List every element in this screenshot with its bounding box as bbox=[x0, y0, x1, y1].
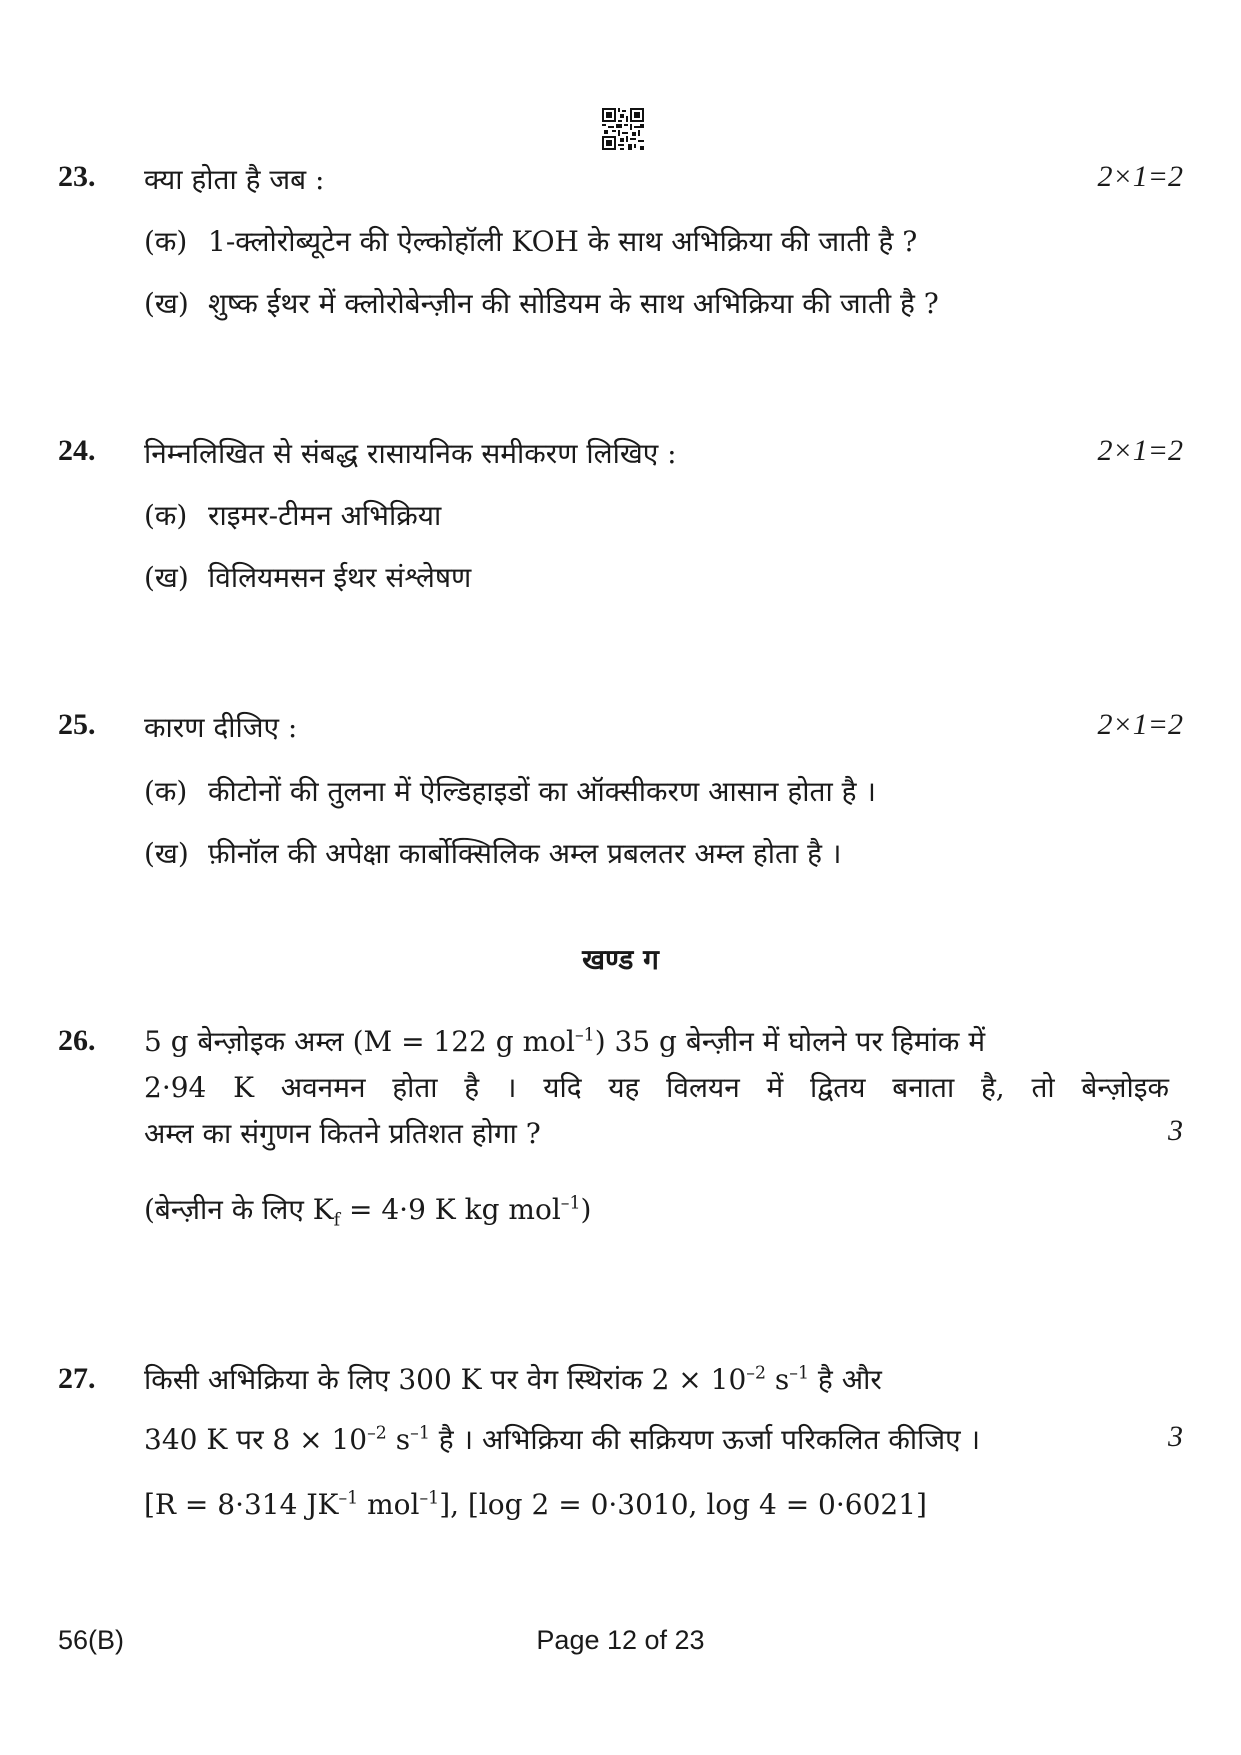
superscript: –1 bbox=[574, 1025, 595, 1046]
question-line-2: 2·94 K अवनमन होता है । यदि यह विलयन में द्वितय बनाता है, तो बेन्ज़ोइक bbox=[144, 1071, 1169, 1104]
question-number: 27. bbox=[58, 1362, 96, 1395]
question-line-1 bbox=[144, 1360, 882, 1398]
note-text: (बेन्ज़ीन के लिए K bbox=[144, 1193, 334, 1226]
question-text: 340 K पर 8 × 10 bbox=[144, 1423, 368, 1456]
sub-question-b bbox=[144, 834, 841, 872]
superscript: –1 bbox=[560, 1193, 581, 1214]
subscript: f bbox=[333, 1210, 341, 1231]
question-text: ) 35 g बेन्ज़ीन में घोलने पर हिमांक में bbox=[594, 1025, 986, 1058]
question-marks: 2×1=2 bbox=[1097, 434, 1183, 467]
question-text: है । अभिक्रिया की सक्रियण ऊर्जा परिकलित कीजिए । bbox=[429, 1423, 981, 1456]
sub-question-label: (ख) bbox=[144, 837, 189, 870]
footer-code: 56(B) bbox=[58, 1625, 125, 1655]
note-text: = 4·9 K kg mol bbox=[340, 1193, 561, 1226]
sub-question-label: (क) bbox=[144, 225, 188, 258]
qr-code bbox=[602, 108, 644, 150]
sub-question-label: (क) bbox=[144, 775, 188, 808]
sub-question-text: राइमर-टीमन अभिक्रिया bbox=[208, 499, 442, 532]
question-stem: निम्नलिखित से संबद्ध रासायनिक समीकरण लिखिए : bbox=[144, 437, 677, 470]
superscript: –2 bbox=[367, 1423, 387, 1444]
footer-page-number: Page 12 of 23 bbox=[536, 1625, 705, 1655]
question-marks: 2×1=2 bbox=[1097, 708, 1183, 741]
sub-question-text: 1-क्लोरोब्यूटेन की ऐल्कोहॉली KOH के साथ अभिक्रिया की जाती है ? bbox=[208, 225, 918, 258]
sub-question-label: (क) bbox=[144, 499, 188, 532]
question-text: s bbox=[386, 1423, 411, 1456]
question-text: 5 g बेन्ज़ोइक अम्ल (M = 122 g mol bbox=[144, 1025, 575, 1058]
superscript: –1 bbox=[419, 1488, 440, 1509]
data-text: [R = 8·314 JK bbox=[144, 1488, 339, 1521]
question-note bbox=[144, 1190, 591, 1231]
question-line-3: अम्ल का संगुणन कितने प्रतिशत होगा ? bbox=[144, 1117, 541, 1150]
question-text: किसी अभिक्रिया के लिए 300 K पर वेग स्थिरांक 2 × 10 bbox=[144, 1363, 747, 1396]
data-text: ], [log 2 = 0·3010, log 4 = 0·6021] bbox=[439, 1488, 927, 1521]
superscript: –1 bbox=[338, 1488, 359, 1509]
question-marks: 3 bbox=[1168, 1114, 1183, 1147]
sub-question-a bbox=[144, 496, 441, 534]
question-line-1 bbox=[144, 1022, 1169, 1060]
sub-question-text: कीटोनों की तुलना में ऐल्डिहाइडों का ऑक्सीकरण आसान होता है । bbox=[208, 775, 876, 808]
question-text: s bbox=[766, 1363, 790, 1396]
sub-question-b bbox=[144, 284, 939, 322]
sub-question-label: (ख) bbox=[144, 287, 189, 320]
question-text: है और bbox=[809, 1363, 882, 1396]
question-number: 24. bbox=[58, 434, 96, 467]
section-heading: खण्ड ग bbox=[582, 943, 659, 976]
question-number: 26. bbox=[58, 1024, 96, 1057]
question-stem: क्या होता है जब : bbox=[144, 163, 325, 196]
sub-question-text: फ़ीनॉल की अपेक्षा कार्बोक्सिलिक अम्ल प्रबलतर अम्ल होता है । bbox=[208, 837, 842, 870]
question-line-2 bbox=[144, 1420, 980, 1458]
superscript: –1 bbox=[410, 1423, 430, 1444]
question-stem: कारण दीजिए : bbox=[144, 711, 298, 744]
sub-question-text: शुष्क ईथर में क्लोरोबेन्ज़ीन की सोडियम के साथ अभिक्रिया की जाती है ? bbox=[208, 287, 939, 320]
question-number: 25. bbox=[58, 708, 96, 741]
note-text: ) bbox=[580, 1193, 592, 1226]
superscript: –2 bbox=[746, 1363, 767, 1384]
superscript: –1 bbox=[789, 1363, 810, 1384]
sub-question-text: विलियमसन ईथर संश्लेषण bbox=[208, 561, 472, 594]
question-marks: 2×1=2 bbox=[1097, 160, 1183, 193]
sub-question-b bbox=[144, 558, 471, 596]
sub-question-label: (ख) bbox=[144, 561, 189, 594]
question-number: 23. bbox=[58, 160, 96, 193]
data-text: mol bbox=[358, 1488, 420, 1521]
sub-question-a bbox=[144, 772, 876, 810]
question-marks: 3 bbox=[1168, 1420, 1183, 1453]
sub-question-a bbox=[144, 222, 917, 260]
question-data bbox=[144, 1488, 927, 1521]
